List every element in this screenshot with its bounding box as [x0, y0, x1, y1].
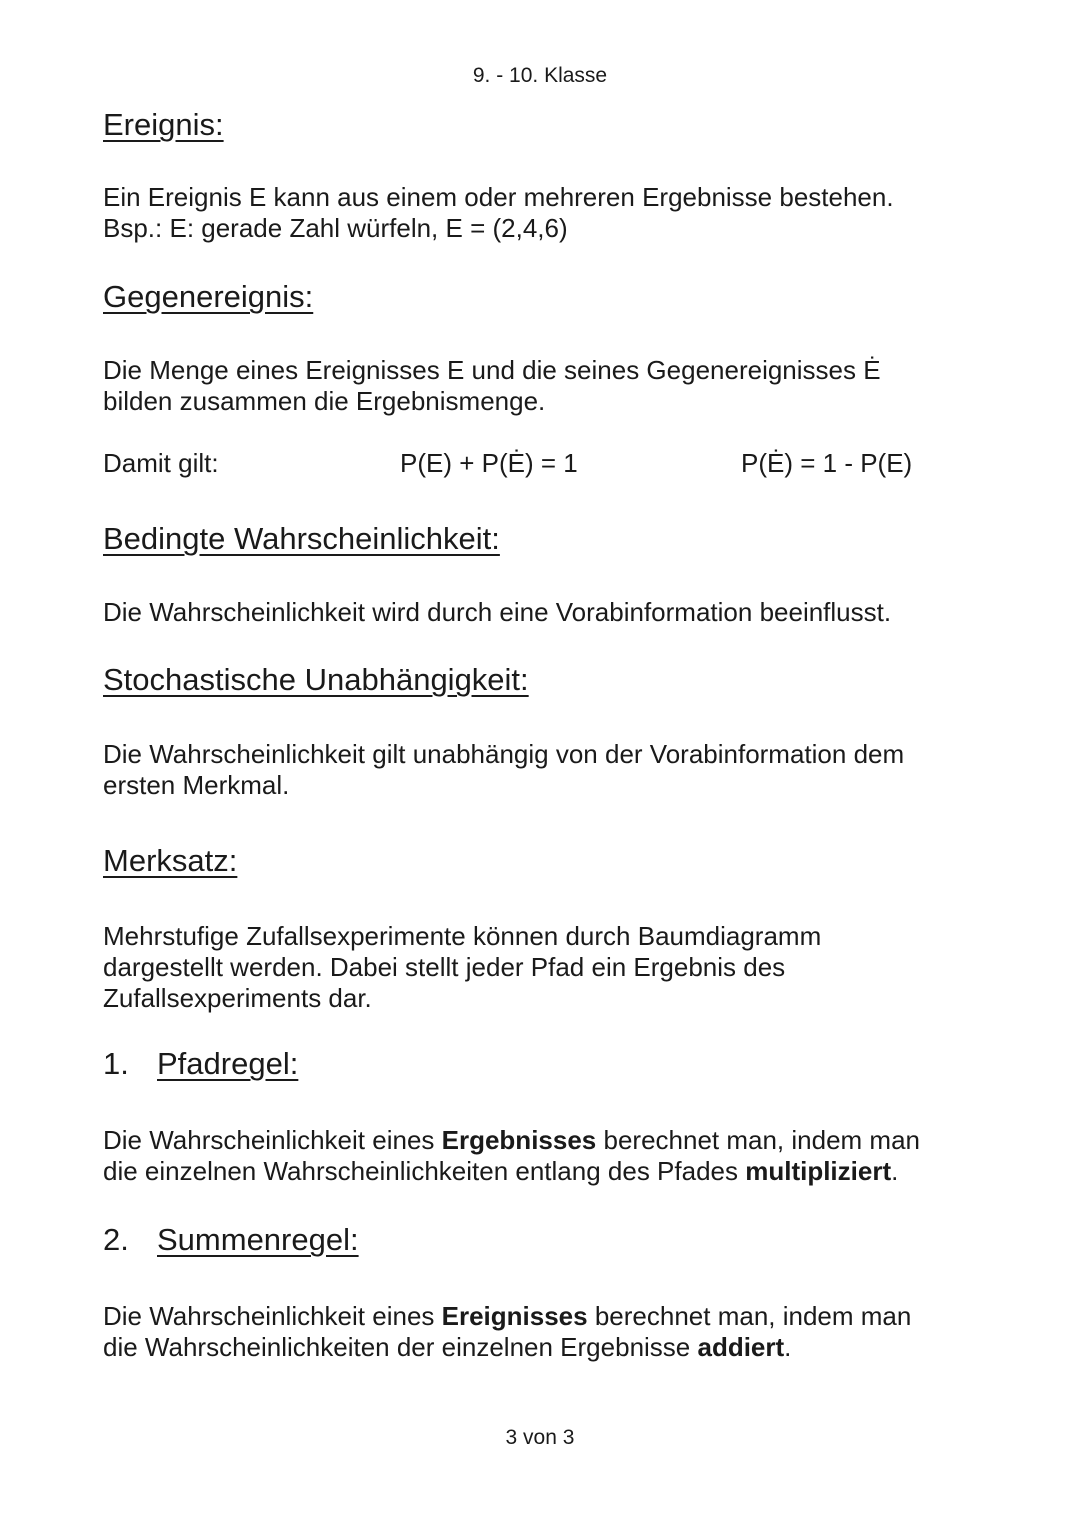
ereignis-line-1: Ein Ereignis E kann aus einem oder mehreren Ergebnisse bestehen.: [103, 182, 894, 212]
summenregel-line-1: Die Wahrscheinlichkeit eines Ereignisses berechnet man, indem man: [103, 1301, 912, 1331]
pfadregel-title: Pfadregel:: [157, 1046, 299, 1081]
pfadregel-number: 1.: [103, 1046, 129, 1081]
summenregel-line-2: die Wahrscheinlichkeiten der einzelnen Ergebnisse addiert.: [103, 1332, 792, 1362]
merksatz-line-1: Mehrstufige Zufallsexperimente können durch Baumdiagramm: [103, 921, 822, 951]
heading-summenregel: [103, 1222, 359, 1258]
gegenereignis-text: [103, 355, 983, 417]
pfadregel-line-2: die einzelnen Wahrscheinlichkeiten entlang des Pfades multipliziert.: [103, 1156, 899, 1186]
heading-stochastische-unabhaengigkeit: Stochastische Unabhängigkeit:: [103, 662, 529, 697]
heading-merksatz: Merksatz:: [103, 843, 238, 878]
merksatz-line-2: dargestellt werden. Dabei stellt jeder Pfad ein Ergebnis des: [103, 952, 786, 982]
gegenereignis-line-1: Die Menge eines Ereignisses E und die seines Gegenereignisses Ė: [103, 355, 881, 385]
heading-bedingte-wahrscheinlichkeit: Bedingte Wahrscheinlichkeit:: [103, 521, 500, 556]
summenregel-number: 2.: [103, 1222, 129, 1257]
heading-ereignis: Ereignis:: [103, 107, 224, 142]
summenregel-title: Summenregel:: [157, 1222, 359, 1257]
damit-gilt-label: Damit gilt:: [103, 448, 219, 478]
pfadregel-bold-multipliziert: multipliziert: [745, 1156, 892, 1186]
ereignis-text: [103, 182, 983, 244]
ereignis-line-2: Bsp.: E: gerade Zahl würfeln, E = (2,4,6): [103, 213, 568, 243]
formula-complement: P(Ė) = 1 - P(E): [741, 448, 913, 478]
pfadregel-bold-ergebnisses: Ergebnisses: [441, 1125, 597, 1155]
bedingte-line-1: Die Wahrscheinlichkeit wird durch eine Vorabinformation beeinflusst.: [103, 597, 892, 627]
merksatz-text: [103, 921, 983, 1014]
summenregel-bold-ereignisses: Ereignisses: [441, 1301, 588, 1331]
bedingte-text: [103, 597, 983, 628]
summenregel-text: [103, 1301, 983, 1363]
pfadregel-text: [103, 1125, 983, 1187]
summenregel-bold-addiert: addiert: [697, 1332, 785, 1362]
stochastische-text: [103, 739, 983, 801]
page-header: 9. - 10. Klasse: [472, 64, 608, 87]
stochastische-line-1: Die Wahrscheinlichkeit gilt unabhängig von der Vorabinformation dem: [103, 739, 905, 769]
pfadregel-line-1: Die Wahrscheinlichkeit eines Ergebnisses berechnet man, indem man: [103, 1125, 920, 1155]
stochastische-line-2: ersten Merkmal.: [103, 770, 290, 800]
page-footer: 3 von 3: [505, 1426, 575, 1449]
formula-sum: P(E) + P(Ė) = 1: [400, 448, 578, 478]
gegenereignis-line-2: bilden zusammen die Ergebnismenge.: [103, 386, 546, 416]
heading-gegenereignis: Gegenereignis:: [103, 279, 314, 314]
heading-pfadregel: [103, 1046, 298, 1082]
merksatz-line-3: Zufallsexperiments dar.: [103, 983, 372, 1013]
